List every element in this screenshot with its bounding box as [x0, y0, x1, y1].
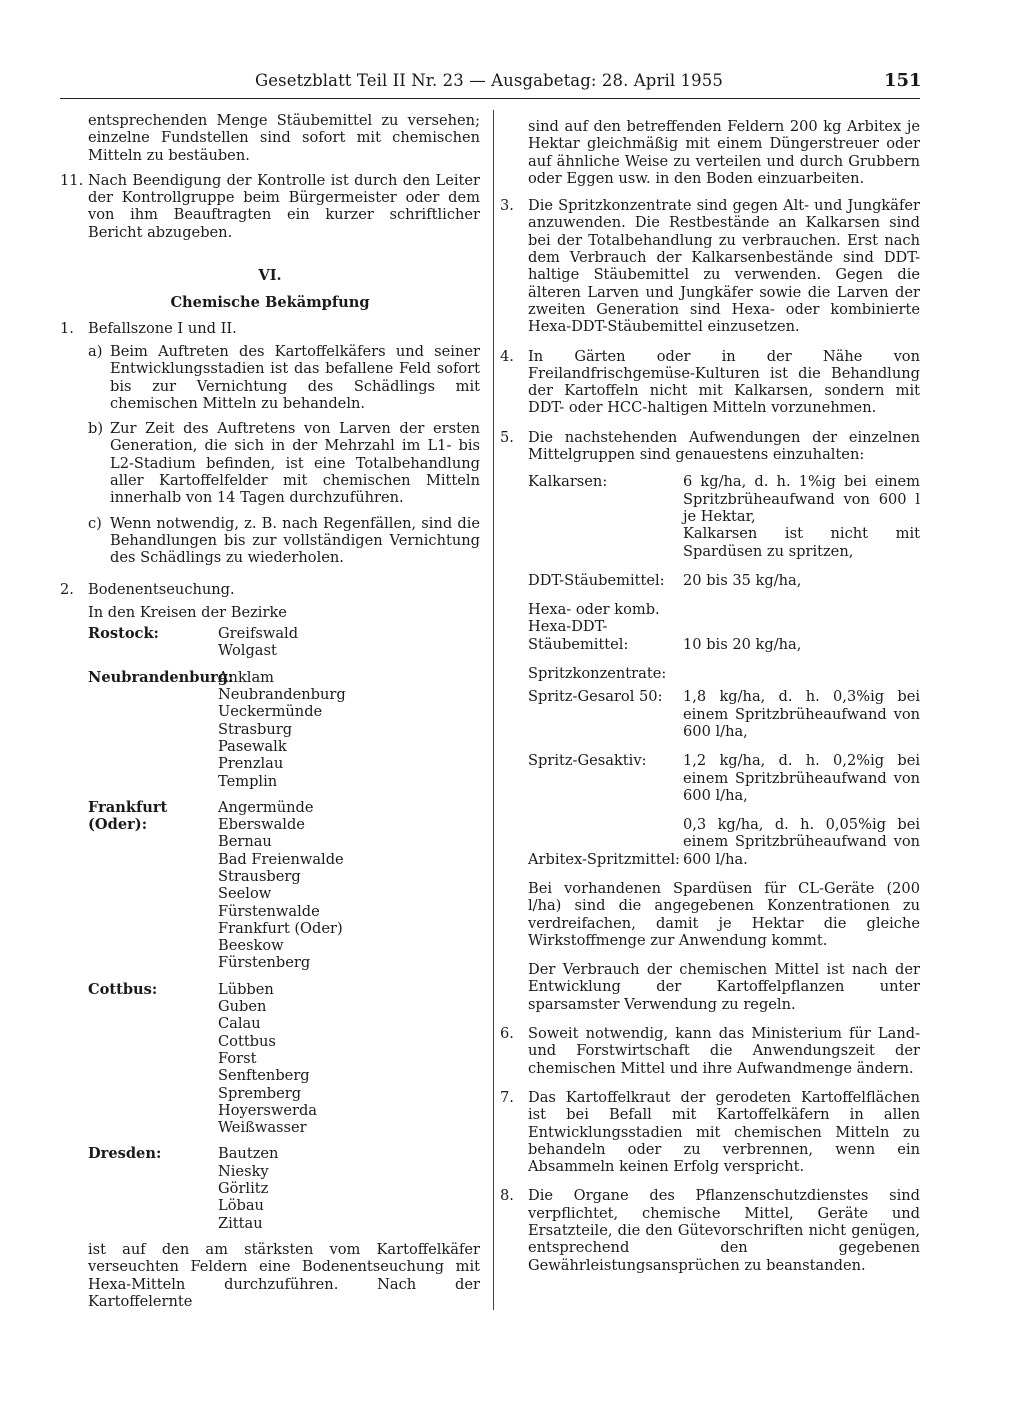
item-6 — [500, 1025, 920, 1077]
subitem-text: Wenn notwendig, z. B. nach Regenfällen, sind die Behandlungen bis zur vollständigen Vernichtung des Schädlings zu wiederholen. — [110, 514, 480, 567]
item-text: Die nachstehenden Aufwendungen der einzelnen Mittelgruppen sind genauestens einzuhalten: — [528, 428, 920, 464]
town: Forst — [218, 1049, 257, 1067]
dose-value: 1,8 kg/ha, d. h. 0,3%ig bei einem Spritzbrüheaufwand von 600 l/ha, — [683, 688, 920, 740]
district-list — [88, 625, 480, 1232]
district-neubrandenburg — [88, 669, 480, 790]
town: Neubrandenburg — [218, 686, 346, 704]
dose-value: 0,3 kg/ha, d. h. 0,05%ig bei einem Spritzbrüheaufwand von 600 l/ha. — [683, 816, 920, 868]
section-number: VI. — [258, 267, 282, 285]
town: Seelow — [218, 885, 272, 903]
dose-name: Spritz-Gesaktiv: — [528, 752, 647, 770]
district-dresden — [88, 1145, 480, 1231]
town: Senftenberg — [218, 1067, 310, 1085]
district-rostock — [88, 625, 480, 660]
subitem-label: b) — [88, 420, 104, 438]
item-text: In Gärten oder in der Nähe von Freilandfrischgemüse-Kulturen ist die Behandlung der Kartoffeln nicht mit Kalkarsen, sondern mit DDT- oder HCC-haltigen Mitteln vorzunehmen. — [528, 347, 920, 417]
dose-row — [528, 816, 920, 868]
town: Niesky — [218, 1162, 269, 1180]
town: Cottbus — [218, 1032, 276, 1050]
dose-row — [528, 572, 920, 589]
item-7 — [500, 1089, 920, 1175]
page-number: 151 — [884, 70, 922, 91]
dose-note: Kalkarsen ist nicht mit Spardüsen zu spritzen, — [683, 525, 920, 560]
town: Frankfurt (Oder) — [218, 919, 343, 937]
subitem-label: c) — [88, 514, 102, 532]
subitem-a — [60, 343, 480, 412]
town: Fürstenberg — [218, 954, 311, 972]
dose-name: Spritz-Gesarol 50: — [528, 688, 663, 706]
town: Löbau — [218, 1197, 264, 1215]
town: Fürstenwalde — [218, 902, 320, 920]
dose-value: 20 bis 35 kg/ha, — [683, 571, 802, 589]
item-number: 5. — [500, 428, 514, 446]
subitem-c — [60, 515, 480, 567]
item-2 — [60, 581, 480, 598]
item-number: 1. — [60, 319, 74, 337]
item-5 — [500, 429, 920, 464]
item-number: 4. — [500, 347, 514, 365]
column-divider — [493, 110, 494, 1310]
dose-name: DDT-Stäubemittel: — [528, 571, 665, 589]
town: Angermünde — [218, 798, 314, 816]
dose-row — [528, 473, 920, 559]
dose-row — [528, 665, 920, 682]
item-number: 3. — [500, 197, 514, 215]
dose-value: 1,2 kg/ha, d. h. 0,2%ig bei einem Spritzbrüheaufwand von 600 l/ha, — [683, 752, 920, 804]
town: Ueckermünde — [218, 703, 323, 721]
dose-value: 10 bis 20 kg/ha, — [683, 635, 802, 653]
town: Templin — [218, 772, 278, 790]
district-name: Rostock: — [88, 625, 159, 643]
item-number: 11. — [60, 171, 84, 189]
item-text: Das Kartoffelkraut der gerodeten Kartoffelflächen ist bei Befall mit Kartoffelkäfern in allen Entwicklungsstadien mit chemischen Mitteln zu behandeln oder zu verbrennen, wenn ein Absammeln keinen Erfolg verspricht. — [528, 1088, 920, 1176]
item-number: 6. — [500, 1025, 514, 1043]
item-4 — [500, 348, 920, 417]
town: Beeskow — [218, 937, 284, 955]
district-cottbus — [88, 981, 480, 1137]
town: Strasburg — [218, 720, 293, 738]
dose-row — [528, 601, 920, 653]
town: Calau — [218, 1015, 261, 1033]
dosage-table — [500, 473, 920, 868]
dose-name: Kalkarsen: — [528, 473, 608, 491]
town: Guben — [218, 998, 267, 1016]
running-header: Gesetzblatt Teil II Nr. 23 — Ausgabetag: 28. April 1955 — [255, 71, 723, 90]
town: Hoyerswerda — [218, 1101, 318, 1119]
item-number: 8. — [500, 1187, 514, 1205]
item-1 — [60, 320, 480, 337]
town: Bad Freienwalde — [218, 850, 344, 868]
item-number: 7. — [500, 1088, 514, 1106]
paragraph-continuation: entsprechenden Menge Stäubemittel zu versehen; einzelne Fundstellen sind sofort mit chemischen Mitteln zu bestäuben. — [88, 112, 480, 164]
district-frankfurt-oder — [88, 799, 480, 972]
item-3 — [500, 197, 920, 335]
subitem-label: a) — [88, 342, 103, 360]
dose-name: Hexa- oder komb. Hexa-DDT-Stäubemittel: — [528, 601, 660, 653]
subitem-text: Zur Zeit des Auftretens von Larven der ersten Generation, die sich in der Mehrzahl im L1- bis L2-Stadium befinden, ist eine Totalbehandlung aller Kartoffelfelder mit chemischen Mitteln innerhalb von 14 Tagen durchzuführen. — [110, 420, 480, 507]
header-rule — [60, 98, 920, 99]
section-title: Chemische Bekämpfung — [170, 294, 370, 312]
item-8 — [500, 1187, 920, 1273]
dose-value: 6 kg/ha, d. h. 1%ig bei einem Spritzbrüheaufwand von 600 l je Hektar, — [683, 473, 920, 525]
paragraph-continuation: sind auf den betreffenden Feldern 200 kg Arbitex je Hektar gleichmäßig mit einem Düngerstreuer oder auf ähnliche Weise zu verteilen und durch Grubbern oder Eggen usw. in den Boden einzuarbeiten. — [528, 118, 920, 187]
district-name: Frankfurt (Oder): — [88, 798, 168, 834]
verbrauch-paragraph: Der Verbrauch der chemischen Mittel ist nach der Entwicklung der Kartoffelpflanzen unter sparsamster Verwendung zu regeln. — [528, 961, 920, 1013]
district-name: Neubrandenburg: — [88, 668, 234, 686]
item-number: 2. — [60, 580, 74, 598]
subitem-b — [60, 420, 480, 506]
town: Zittau — [218, 1214, 263, 1232]
spardusen-paragraph: Bei vorhandenen Spardüsen für CL-Geräte (200 l/ha) sind die angegebenen Konzentrationen zu verdreifachen, damit je Hektar die gleiche Wirkstoffmenge zur Anwendung kommt. — [528, 879, 920, 949]
bodenentseuchung-closing: ist auf den am stärksten vom Kartoffelkäfer verseuchten Feldern eine Bodenentseuchung mit Hexa-Mitteln durchzuführen. Nach der Kartoffelernte — [88, 1240, 480, 1310]
town: Eberswalde — [218, 816, 305, 834]
item-text: Die Spritzkonzentrate sind gegen Alt- und Jungkäfer anzuwenden. Die Restbestände an Kalkarsen sind bei der Totalbehandlung zu verbrauchen. Erst nach dem Verbrauch der Kalkarsenbestände sind DDT-haltige Stäubemittel zu verwenden. Gegen die älteren Larven und Jungkäfer sowie die Larven der zweiten Generation sind Hexa- oder kombinierte Hexa-DDT-Stäubemittel einzusetzen. — [528, 197, 920, 336]
item-text: Die Organe des Pflanzenschutzdienstes sind verpflichtet, chemische Mittel, Geräte und Ersatzteile, die den Gütevorschriften nicht genügen, entsprechend den gegebenen Gewährleistungsansprüchen zu beanstanden. — [528, 1187, 920, 1274]
dose-name: Arbitex-Spritzmittel: — [528, 850, 680, 868]
town: Spremberg — [218, 1084, 302, 1102]
right-column — [500, 118, 920, 1274]
town: Lübben — [218, 980, 274, 998]
town: Greifswald — [218, 625, 299, 643]
districts-intro: In den Kreisen der Bezirke — [88, 603, 287, 621]
district-name: Cottbus: — [88, 980, 158, 998]
item-11 — [60, 172, 480, 241]
dose-row — [528, 752, 920, 804]
dose-name: Spritzkonzentrate: — [528, 665, 667, 683]
town: Bernau — [218, 833, 272, 851]
item-text: Befallszone I und II. — [88, 319, 237, 337]
town: Pasewalk — [218, 737, 287, 755]
town: Wolgast — [218, 642, 277, 660]
item-text: Bodenentseuchung. — [88, 580, 235, 598]
district-name: Dresden: — [88, 1145, 162, 1163]
town: Weißwasser — [218, 1119, 307, 1137]
town: Bautzen — [218, 1145, 279, 1163]
town: Strausberg — [218, 867, 301, 885]
town: Anklam — [218, 668, 274, 686]
dose-row — [528, 688, 920, 740]
item-text: Nach Beendigung der Kontrolle ist durch den Leiter der Kontrollgruppe beim Bürgermeister oder dem von ihm Beauftragten ein kurzer schriftlicher Bericht abzugeben. — [88, 171, 480, 241]
left-column — [60, 112, 480, 1310]
town: Görlitz — [218, 1180, 269, 1198]
subitem-text: Beim Auftreten des Kartoffelkäfers und seiner Entwicklungsstadien ist das befallene Feld sofort bis zur Vernichtung des Schädlings mit chemischen Mitteln zu behandeln. — [110, 342, 480, 412]
town: Prenzlau — [218, 755, 284, 773]
item-text: Soweit notwendig, kann das Ministerium für Land- und Forstwirtschaft die Anwendungszeit der chemischen Mittel und ihre Aufwandmenge ändern. — [528, 1025, 920, 1077]
